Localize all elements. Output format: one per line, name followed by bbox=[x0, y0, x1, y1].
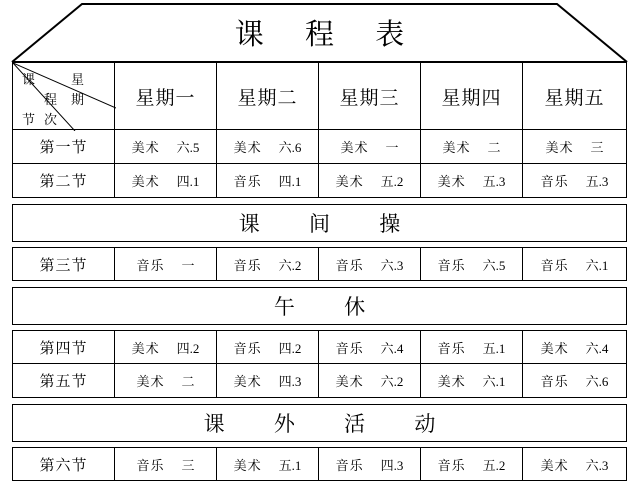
table-row bbox=[12, 247, 627, 281]
subject-name: 美术 bbox=[437, 374, 466, 389]
subject-class: 一 bbox=[181, 257, 195, 273]
subject-class: 五.1 bbox=[482, 340, 506, 356]
subject-name: 美术 bbox=[335, 374, 364, 389]
table-cell bbox=[217, 330, 319, 364]
subject-class: 五.3 bbox=[482, 174, 506, 189]
corner-label-jie: 节 bbox=[22, 112, 36, 127]
table-row bbox=[12, 447, 627, 481]
subject-class: 六.5 bbox=[176, 140, 200, 155]
table-row bbox=[12, 130, 627, 164]
day-header-4: 星期四 bbox=[421, 62, 523, 130]
subject-name: 音乐 bbox=[233, 174, 262, 189]
subject-class: 五.2 bbox=[380, 174, 404, 189]
subject-class: 四.1 bbox=[278, 174, 302, 189]
subject-name: 美术 bbox=[335, 174, 364, 189]
table-cell bbox=[523, 364, 627, 398]
period-label: 第一节 bbox=[12, 130, 115, 164]
corner-label-qi: 期 bbox=[71, 92, 85, 107]
subject-class: 六.6 bbox=[278, 140, 302, 155]
period-label: 第二节 bbox=[12, 164, 115, 198]
table-cell bbox=[319, 447, 421, 481]
subject-class: 四.1 bbox=[176, 174, 200, 189]
corner-header-cell bbox=[12, 62, 115, 130]
break-banner-lunch: 午 休 bbox=[12, 287, 627, 325]
table-row bbox=[12, 164, 627, 198]
subject-name: 音乐 bbox=[136, 457, 165, 473]
subject-class: 六.3 bbox=[380, 257, 404, 273]
period-label: 第三节 bbox=[12, 247, 115, 281]
table-cell bbox=[421, 447, 523, 481]
table-cell bbox=[217, 447, 319, 481]
subject-class: 六.1 bbox=[482, 374, 506, 389]
corner-label-ke: 课 bbox=[22, 72, 36, 87]
subject-class: 六.1 bbox=[585, 257, 609, 273]
table-cell bbox=[421, 164, 523, 198]
table-cell bbox=[217, 130, 319, 164]
subject-class: 四.2 bbox=[278, 340, 302, 356]
subject-class: 四.3 bbox=[278, 374, 302, 389]
subject-name: 美术 bbox=[437, 174, 466, 189]
subject-class: 四.3 bbox=[380, 457, 404, 473]
subject-name: 音乐 bbox=[540, 257, 569, 273]
table-cell bbox=[523, 247, 627, 281]
table-cell bbox=[115, 330, 217, 364]
subject-name: 美术 bbox=[233, 374, 262, 389]
table-cell bbox=[115, 164, 217, 198]
subject-class: 二 bbox=[487, 140, 501, 155]
table-cell bbox=[217, 247, 319, 281]
subject-class: 六.6 bbox=[585, 374, 609, 389]
table-cell bbox=[217, 164, 319, 198]
table-cell bbox=[319, 130, 421, 164]
page-title: 课 程 表 bbox=[234, 19, 422, 51]
subject-name: 音乐 bbox=[233, 340, 262, 356]
subject-class: 五.3 bbox=[585, 174, 609, 189]
subject-name: 美术 bbox=[540, 340, 569, 356]
header-row bbox=[12, 62, 627, 130]
corner-label-ci: 次 bbox=[44, 112, 58, 127]
subject-name: 美术 bbox=[340, 140, 369, 155]
title-banner bbox=[0, 0, 639, 62]
subject-name: 美术 bbox=[136, 374, 165, 389]
subject-class: 六.2 bbox=[278, 257, 302, 273]
subject-name: 音乐 bbox=[335, 457, 364, 473]
period-label: 第五节 bbox=[12, 364, 115, 398]
timetable-grid bbox=[12, 62, 627, 481]
break-banner-activity: 课 外 活 动 bbox=[12, 404, 627, 442]
subject-name: 音乐 bbox=[437, 340, 466, 356]
table-row bbox=[12, 364, 627, 398]
table-cell bbox=[421, 247, 523, 281]
subject-name: 音乐 bbox=[233, 257, 262, 273]
day-header-5: 星期五 bbox=[523, 62, 627, 130]
subject-class: 三 bbox=[590, 140, 604, 155]
table-cell bbox=[115, 364, 217, 398]
subject-name: 音乐 bbox=[136, 257, 165, 273]
corner-label-cheng: 程 bbox=[44, 92, 58, 107]
subject-class: 二 bbox=[181, 374, 195, 389]
break-banner-recess: 课 间 操 bbox=[12, 204, 627, 242]
table-cell bbox=[115, 247, 217, 281]
day-header-3: 星期三 bbox=[319, 62, 421, 130]
subject-class: 一 bbox=[385, 140, 399, 155]
subject-class: 六.4 bbox=[585, 340, 609, 356]
table-row bbox=[12, 330, 627, 364]
subject-class: 三 bbox=[181, 457, 195, 473]
subject-class: 六.4 bbox=[380, 340, 404, 356]
subject-name: 音乐 bbox=[437, 457, 466, 473]
table-cell bbox=[421, 330, 523, 364]
table-cell bbox=[523, 164, 627, 198]
table-cell bbox=[523, 447, 627, 481]
table-cell bbox=[421, 364, 523, 398]
period-label: 第六节 bbox=[12, 447, 115, 481]
subject-class: 六.3 bbox=[585, 457, 609, 473]
subject-class: 四.2 bbox=[176, 340, 200, 356]
table-cell bbox=[319, 364, 421, 398]
period-label: 第四节 bbox=[12, 330, 115, 364]
table-cell bbox=[319, 164, 421, 198]
subject-name: 美术 bbox=[540, 457, 569, 473]
subject-name: 美术 bbox=[442, 140, 471, 155]
table-cell bbox=[115, 130, 217, 164]
corner-label-xing: 星 bbox=[71, 72, 85, 87]
subject-name: 美术 bbox=[131, 140, 160, 155]
subject-name: 美术 bbox=[545, 140, 574, 155]
subject-class: 五.2 bbox=[482, 457, 506, 473]
day-header-2: 星期二 bbox=[217, 62, 319, 130]
subject-class: 五.1 bbox=[278, 457, 302, 473]
table-cell bbox=[523, 130, 627, 164]
subject-name: 美术 bbox=[131, 340, 160, 356]
subject-name: 美术 bbox=[233, 457, 262, 473]
table-cell bbox=[319, 330, 421, 364]
subject-name: 美术 bbox=[131, 174, 160, 189]
subject-name: 音乐 bbox=[335, 340, 364, 356]
subject-name: 音乐 bbox=[335, 257, 364, 273]
subject-name: 音乐 bbox=[437, 257, 466, 273]
table-cell bbox=[421, 130, 523, 164]
table-cell bbox=[319, 247, 421, 281]
table-cell bbox=[523, 330, 627, 364]
subject-name: 美术 bbox=[233, 140, 262, 155]
subject-class: 六.2 bbox=[380, 374, 404, 389]
subject-name: 音乐 bbox=[540, 174, 569, 189]
table-cell bbox=[217, 364, 319, 398]
table-cell bbox=[115, 447, 217, 481]
subject-class: 六.5 bbox=[482, 257, 506, 273]
day-header-1: 星期一 bbox=[115, 62, 217, 130]
subject-name: 音乐 bbox=[540, 374, 569, 389]
